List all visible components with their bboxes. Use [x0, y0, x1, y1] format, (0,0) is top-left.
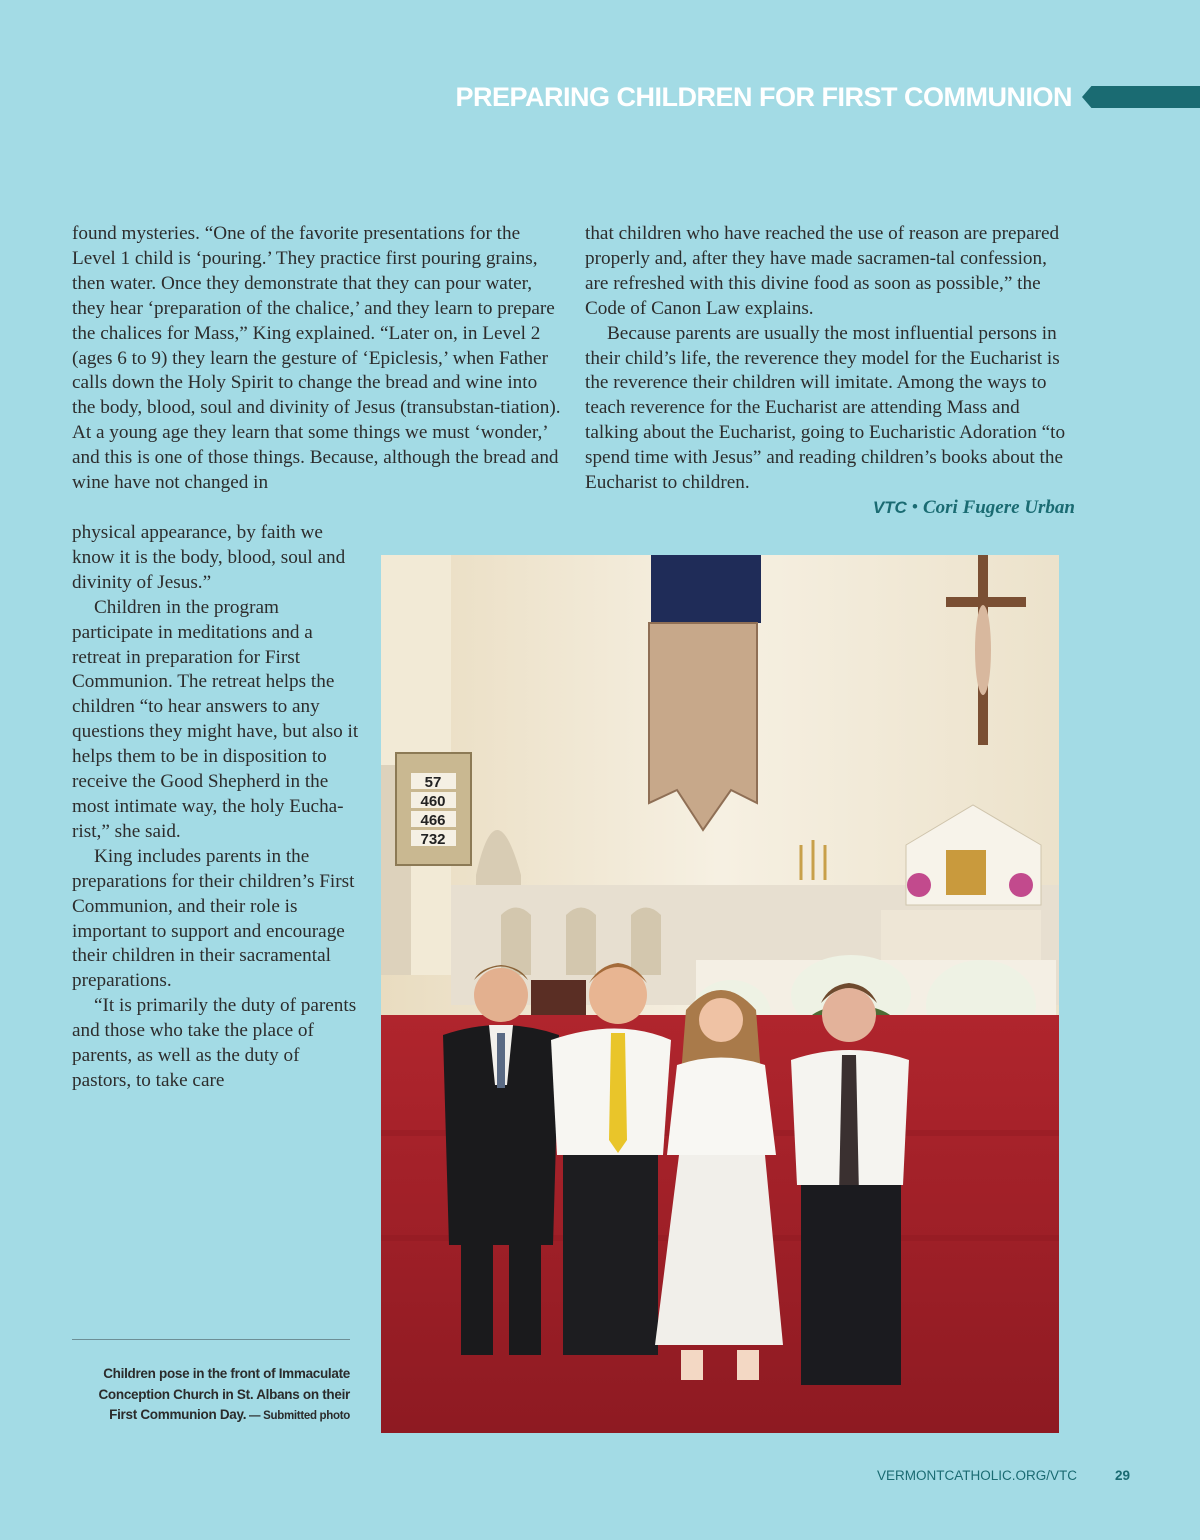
header-tab-decoration	[1082, 86, 1200, 108]
article-paragraph: Children in the program participate in meditations and a retreat in preparation for First Communion. The retreat helps the children “to hear answers to any questions they might have, but also it helps them to be in disposition to receive the Good Shepherd in the most intimate way, the holy Eucha-rist,” she said.	[72, 596, 359, 842]
hymn-number: 732	[420, 831, 446, 848]
article-paragraph: physical appearance, by faith we know it is the body, blood, soul and divinity of Jesus.”	[72, 522, 346, 593]
article-paragraph: “It is primarily the duty of parents and those who take the place of parents, as well as the duty of pastors, to take care	[72, 995, 357, 1091]
caption-divider	[72, 1339, 350, 1340]
byline-separator: •	[906, 497, 923, 518]
byline-org: VTC	[872, 498, 907, 517]
caption-credit: — Submitted photo	[246, 1410, 350, 1422]
hymn-number: 466	[420, 812, 446, 829]
byline-author: Cori Fugere Urban	[922, 497, 1075, 518]
caption-text: Children pose in the front of Immaculate Conception Church in St. Albans on their First Communion Day.	[98, 1366, 350, 1422]
section-title: PREPARING CHILDREN FOR FIRST COMMUNION	[455, 81, 1072, 112]
hymn-number: 460	[420, 793, 446, 810]
page-number: 29	[1114, 1468, 1130, 1483]
article-paragraph: Because parents are usually the most influential persons in their child’s life, the reverence they model for the Eucharist is the reverence their children will imitate. Among the ways to teach reverence for the Eucharist are attending Mass and talking about the Eucharist, going to Eucharistic Adoration “to spend time with Jesus” and reading children’s books about the Eucharist to children.	[585, 322, 1066, 494]
photo-caption	[72, 1364, 350, 1427]
right-column	[585, 222, 1075, 496]
article-paragraph: King includes parents in the preparations for their children’s First Communion, and their role is important to support and encourage their children in their sacramental preparations.	[72, 845, 355, 992]
page-footer	[877, 1468, 1130, 1483]
hymn-number: 57	[424, 774, 442, 791]
section-header	[456, 78, 1200, 116]
footer-site-link[interactable]: VERMONTCATHOLIC.ORG/VTC	[876, 1468, 1077, 1483]
article-paragraph: that children who have reached the use of reason are prepared properly and, after they have made sacramen-tal confession, are refreshed with this divine food as soon as possible,” the Code of Canon Law explains.	[585, 223, 1060, 319]
left-column-top	[72, 222, 562, 496]
byline	[873, 497, 1075, 519]
church-photo	[381, 555, 1059, 1433]
left-column-narrow	[72, 521, 362, 1094]
article-paragraph: found mysteries. “One of the favorite presentations for the Level 1 child is ‘pouring.’ They practice first pouring grains, then water. Once they demonstrate that they can pour water, they hear ‘preparation of the chalice,’ and they learn to prepare the chalices for Mass,” King explained. “Later on, in Level 2 (ages 6 to 9) they learn the gesture of ‘Epiclesis,’ when Father calls down the Holy Spirit to change the bread and wine into the body, blood, soul and divinity of Jesus (transubstan-tiation). At a young age they learn that some things we must ‘wonder,’ and this is one of those things. Because, although the bread and wine have not changed in	[72, 223, 561, 494]
